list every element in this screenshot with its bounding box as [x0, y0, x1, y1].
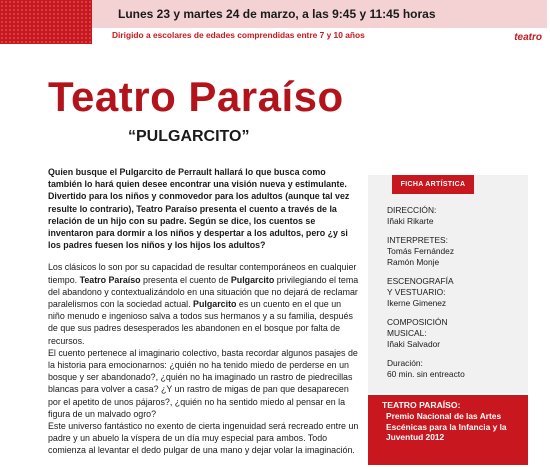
credit-label: COMPOSICIÓN: [387, 317, 448, 327]
ficha-heading: FICHA ARTÍSTICA: [392, 175, 474, 194]
credit-label: MUSICAL:: [387, 328, 427, 338]
article-body: [48, 166, 360, 457]
credit-value: Ramón Monje: [387, 257, 440, 267]
credit-music: [387, 317, 522, 350]
text-run: Los clásicos lo son por su capacidad de resultar contemporáneos en cualquier tiempo.: [48, 262, 357, 285]
body-paragraph-2: El cuento pertenece al imaginario colectivo, basta recordar algunos pasajes de la historia para emocionarnos: ¿quién no ha tenido miedo de perderse en un bosque y ser abandonado?, ¿quién no ha imaginado un rastro de piedrecillas blancas para volver a casa? ¿Y un rastro de migas de pan que desaparecen por el apetito de unos pájaros?, ¿quién no ha sentido miedo al pensar en la figura de un malvado ogro?: [48, 347, 358, 419]
audience-note: Dirigido a escolares de edades comprendidas entre 7 y 10 años: [112, 30, 365, 40]
work-name: Pulgarcito: [230, 274, 275, 285]
prize-title: TEATRO PARAÍSO:: [382, 400, 461, 410]
body-paragraph-3: Este universo fantástico no exento de cierta ingenuidad será recreado entre un padre y un abuelo la víspera de un día muy especial para ambos. Todo comienza al levantar el dedo pulgar de una mano y dejar volar la imaginación.: [48, 421, 359, 456]
credits-list: [387, 205, 522, 388]
text-run: presenta el cuento de: [140, 274, 231, 285]
credit-performer-2: [387, 257, 522, 268]
event-date: Lunes 23 y martes 24 de marzo, a las 9:45 y 11:45 horas: [118, 7, 436, 21]
intro-paragraph: Quien busque el Pulgarcito de Perrault hallará lo que busca como también lo hará quien desee encontrar una visión nueva y estimulante. Divertido para los niños y conmovedor para los adultos (aunque tal vez resulte lo contrario), Teatro Paraíso presenta el cuento a través de la relación de un hijo con su padre. Según se dice, los cuentos se inventaron para dormir a los niños y despertar a los adultos, pero ¿y si los padres fuesen los niños y los hijos los adultos?: [48, 167, 350, 251]
credit-label: DIRECCIÓN:: [387, 205, 437, 215]
text-run: privilegiando el tema del abandono y contextualizándolo en una situación que no dejará de reclamar paralelismos con la sociedad actual.: [48, 274, 359, 310]
date-banner: [92, 0, 547, 28]
credit-label: ESCENOGRAFÍA: [387, 276, 454, 286]
credit-value: Ikerne Gimenez: [387, 298, 447, 308]
credit-direction: [387, 205, 522, 227]
prize-text: Premio Nacional de las Artes Escénicas para la Infancia y la Juventud 2012: [386, 411, 507, 442]
body-paragraph-1: [48, 261, 360, 346]
credit-value: Iñaki Rikarte: [387, 216, 434, 226]
credit-value: 60 min. sin entreacto: [387, 369, 465, 379]
prize-box: [368, 395, 528, 465]
credit-label: Y VESTUARIO:: [387, 287, 446, 297]
category-label: teatro: [514, 32, 542, 43]
corner-decoration: [0, 0, 92, 44]
text-run: es un cuento en el que un niño menudo e ingenioso salva a todos sus hermanos y a su familia, después de que sus padres desesperados les abandonen en el bosque por falta de recursos.: [48, 299, 353, 346]
page-title: Teatro Paraíso: [48, 73, 344, 120]
credit-value: Tomás Fernández: [387, 246, 455, 256]
credit-performers: [387, 235, 522, 257]
credit-value: Iñaki Salvador: [387, 339, 441, 349]
work-title: “PULGARCITO”: [128, 128, 250, 145]
credit-label: Duración:: [387, 358, 423, 368]
credit-scenography: [387, 276, 522, 309]
ficha-artistica-panel: [368, 175, 528, 393]
credit-duration: [387, 358, 522, 380]
credit-label: INTERPRETES:: [387, 235, 448, 245]
company-name: Teatro Paraíso: [79, 274, 141, 285]
work-name: Pulgarcito: [193, 299, 237, 310]
